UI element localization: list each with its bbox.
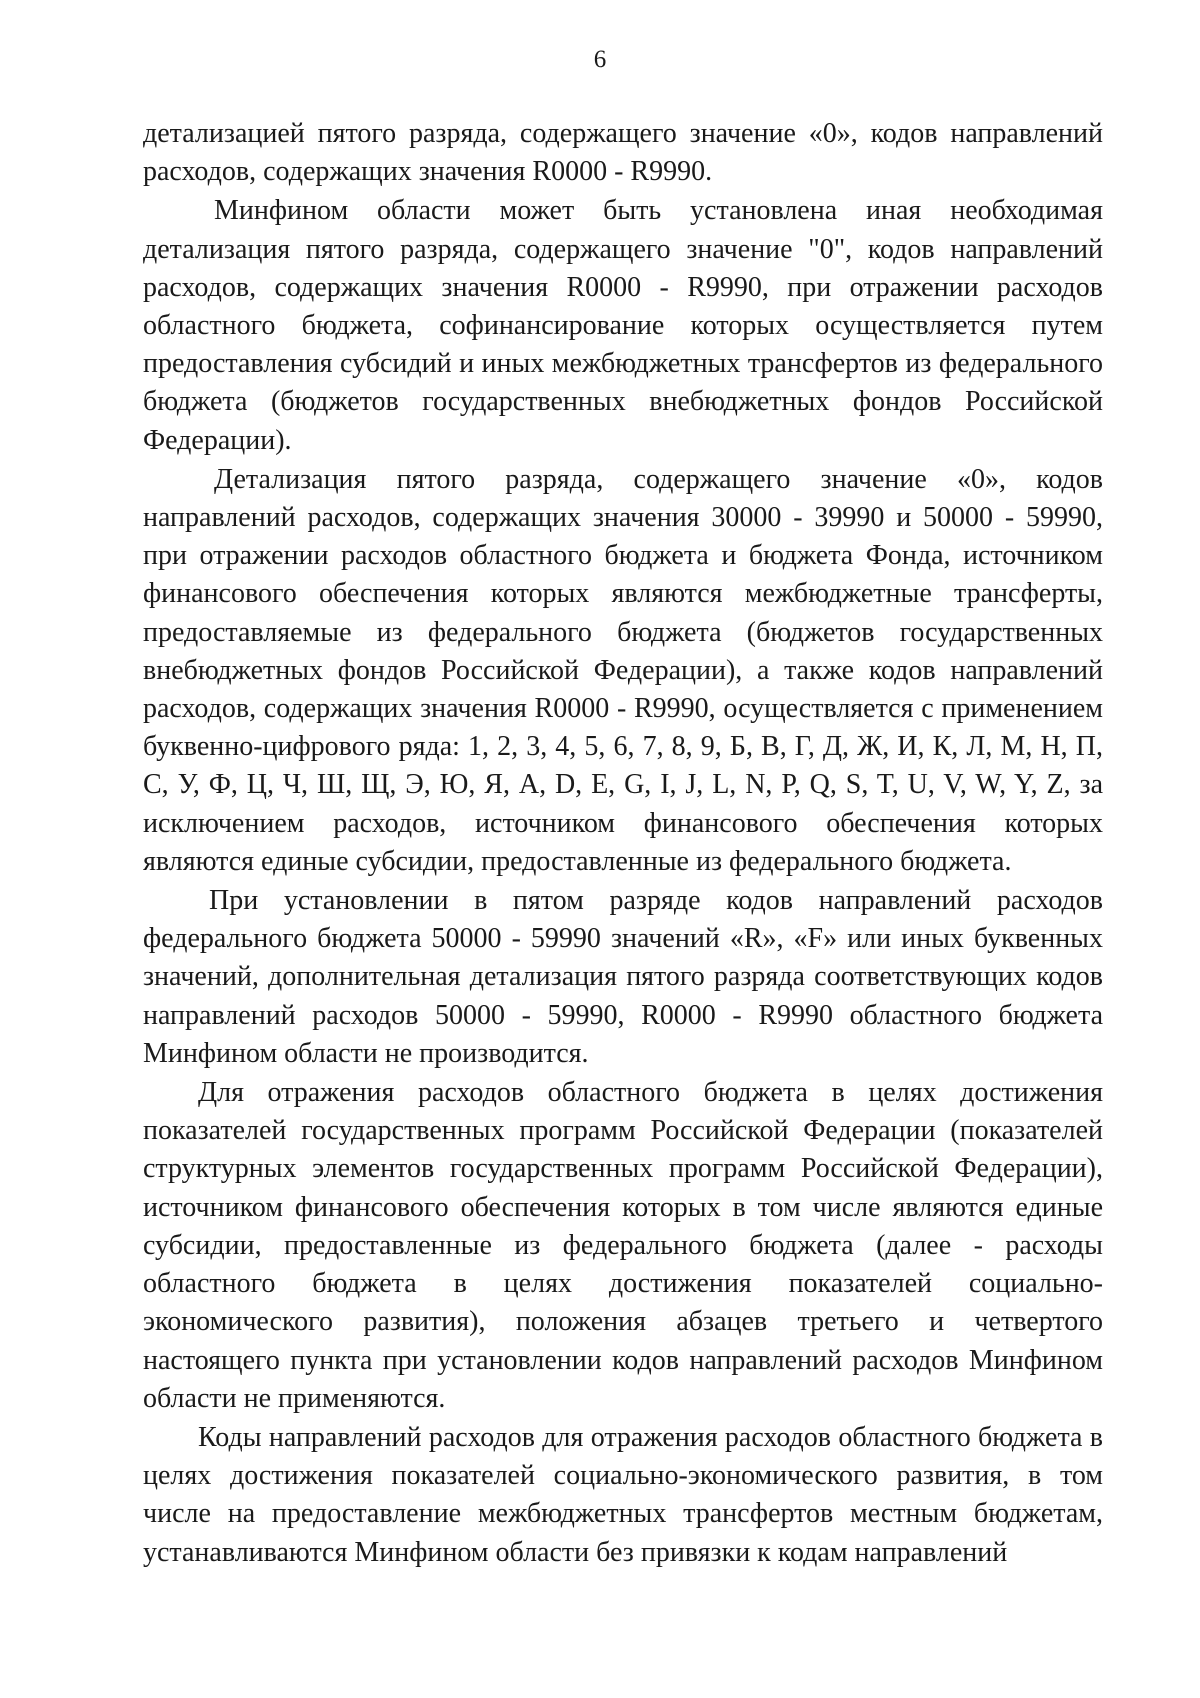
- paragraph-continuation: детализацией пятого разряда, содержащего значение «0», кодов направлений расходов, содержащих значения R0000 - R9990.: [143, 118, 1103, 188]
- paragraph-minfin-detail: Минфином области может быть установлена иная необходимая детализация пятого разряда, содержащего значение "0", кодов направлений расходов, содержащих значения R0000 - R9990, при отражении расходов областного бюджета, софинансирование которых осуществляется путем предоставления субсидий и иных межбюджетных трансфертов из федерального бюджета (бюджетов государственных внебюджетных фондов Российской Федерации).: [143, 195, 1103, 456]
- page-number: 6: [593, 46, 607, 73]
- paragraph-state-programs: Для отражения расходов областного бюджета в целях достижения показателей государственных программ Российской Федерации (показателей структурных элементов государственных программ Российской Федерации), источником финансового обеспечения которых в том числе являются единые субсидии, предоставленные из федерального бюджета (далее - расходы областного бюджета в целях достижения показателей социально-экономического развития), положения абзацев третьего и четвертого настоящего пункта при установлении кодов направлений расходов Минфином области не применяются.: [143, 1077, 1103, 1414]
- paragraph-expense-codes: Коды направлений расходов для отражения расходов областного бюджета в целях достижения показателей социально-экономического развития, в том числе на предоставление межбюджетных трансфертов местным бюджетам, устанавливаются Минфином области без привязки к кодам направлений: [143, 1421, 1103, 1568]
- paragraph-federal-codes: При установлении в пятом разряде кодов направлений расходов федерального бюджета 50000 - 59990 значений «R», «F» или иных буквенных значений, дополнительная детализация пятого разряда соответствующих кодов направлений расходов 50000 - 59990, R0000 - R9990 областного бюджета Минфином области не производится.: [143, 885, 1103, 1069]
- document-body: [143, 115, 1103, 1572]
- paragraph-alphanumeric-detail: Детализация пятого разряда, содержащего значение «0», кодов направлений расходов, содержащих значения 30000 - 39990 и 50000 - 59990, при отражении расходов областного бюджета и бюджета Фонда, источником финансового обеспечения которых являются межбюджетные трансферты, предоставляемые из федерального бюджета (бюджетов государственных внебюджетных фондов Российской Федерации), а также кодов направлений расходов, содержащих значения R0000 - R9990, осуществляется с применением буквенно-цифрового ряда: 1, 2, 3, 4, 5, 6, 7, 8, 9, Б, В, Г, Д, Ж, И, К, Л, М, Н, П, С, У, Ф, Ц, Ч, Ш, Щ, Э, Ю, Я, A, D, E, G, I, J, L, N, P, Q, S, T, U, V, W, Y, Z, за исключением расходов, источником финансового обеспечения которых являются единые субсидии, предоставленные из федерального бюджета.: [143, 463, 1103, 877]
